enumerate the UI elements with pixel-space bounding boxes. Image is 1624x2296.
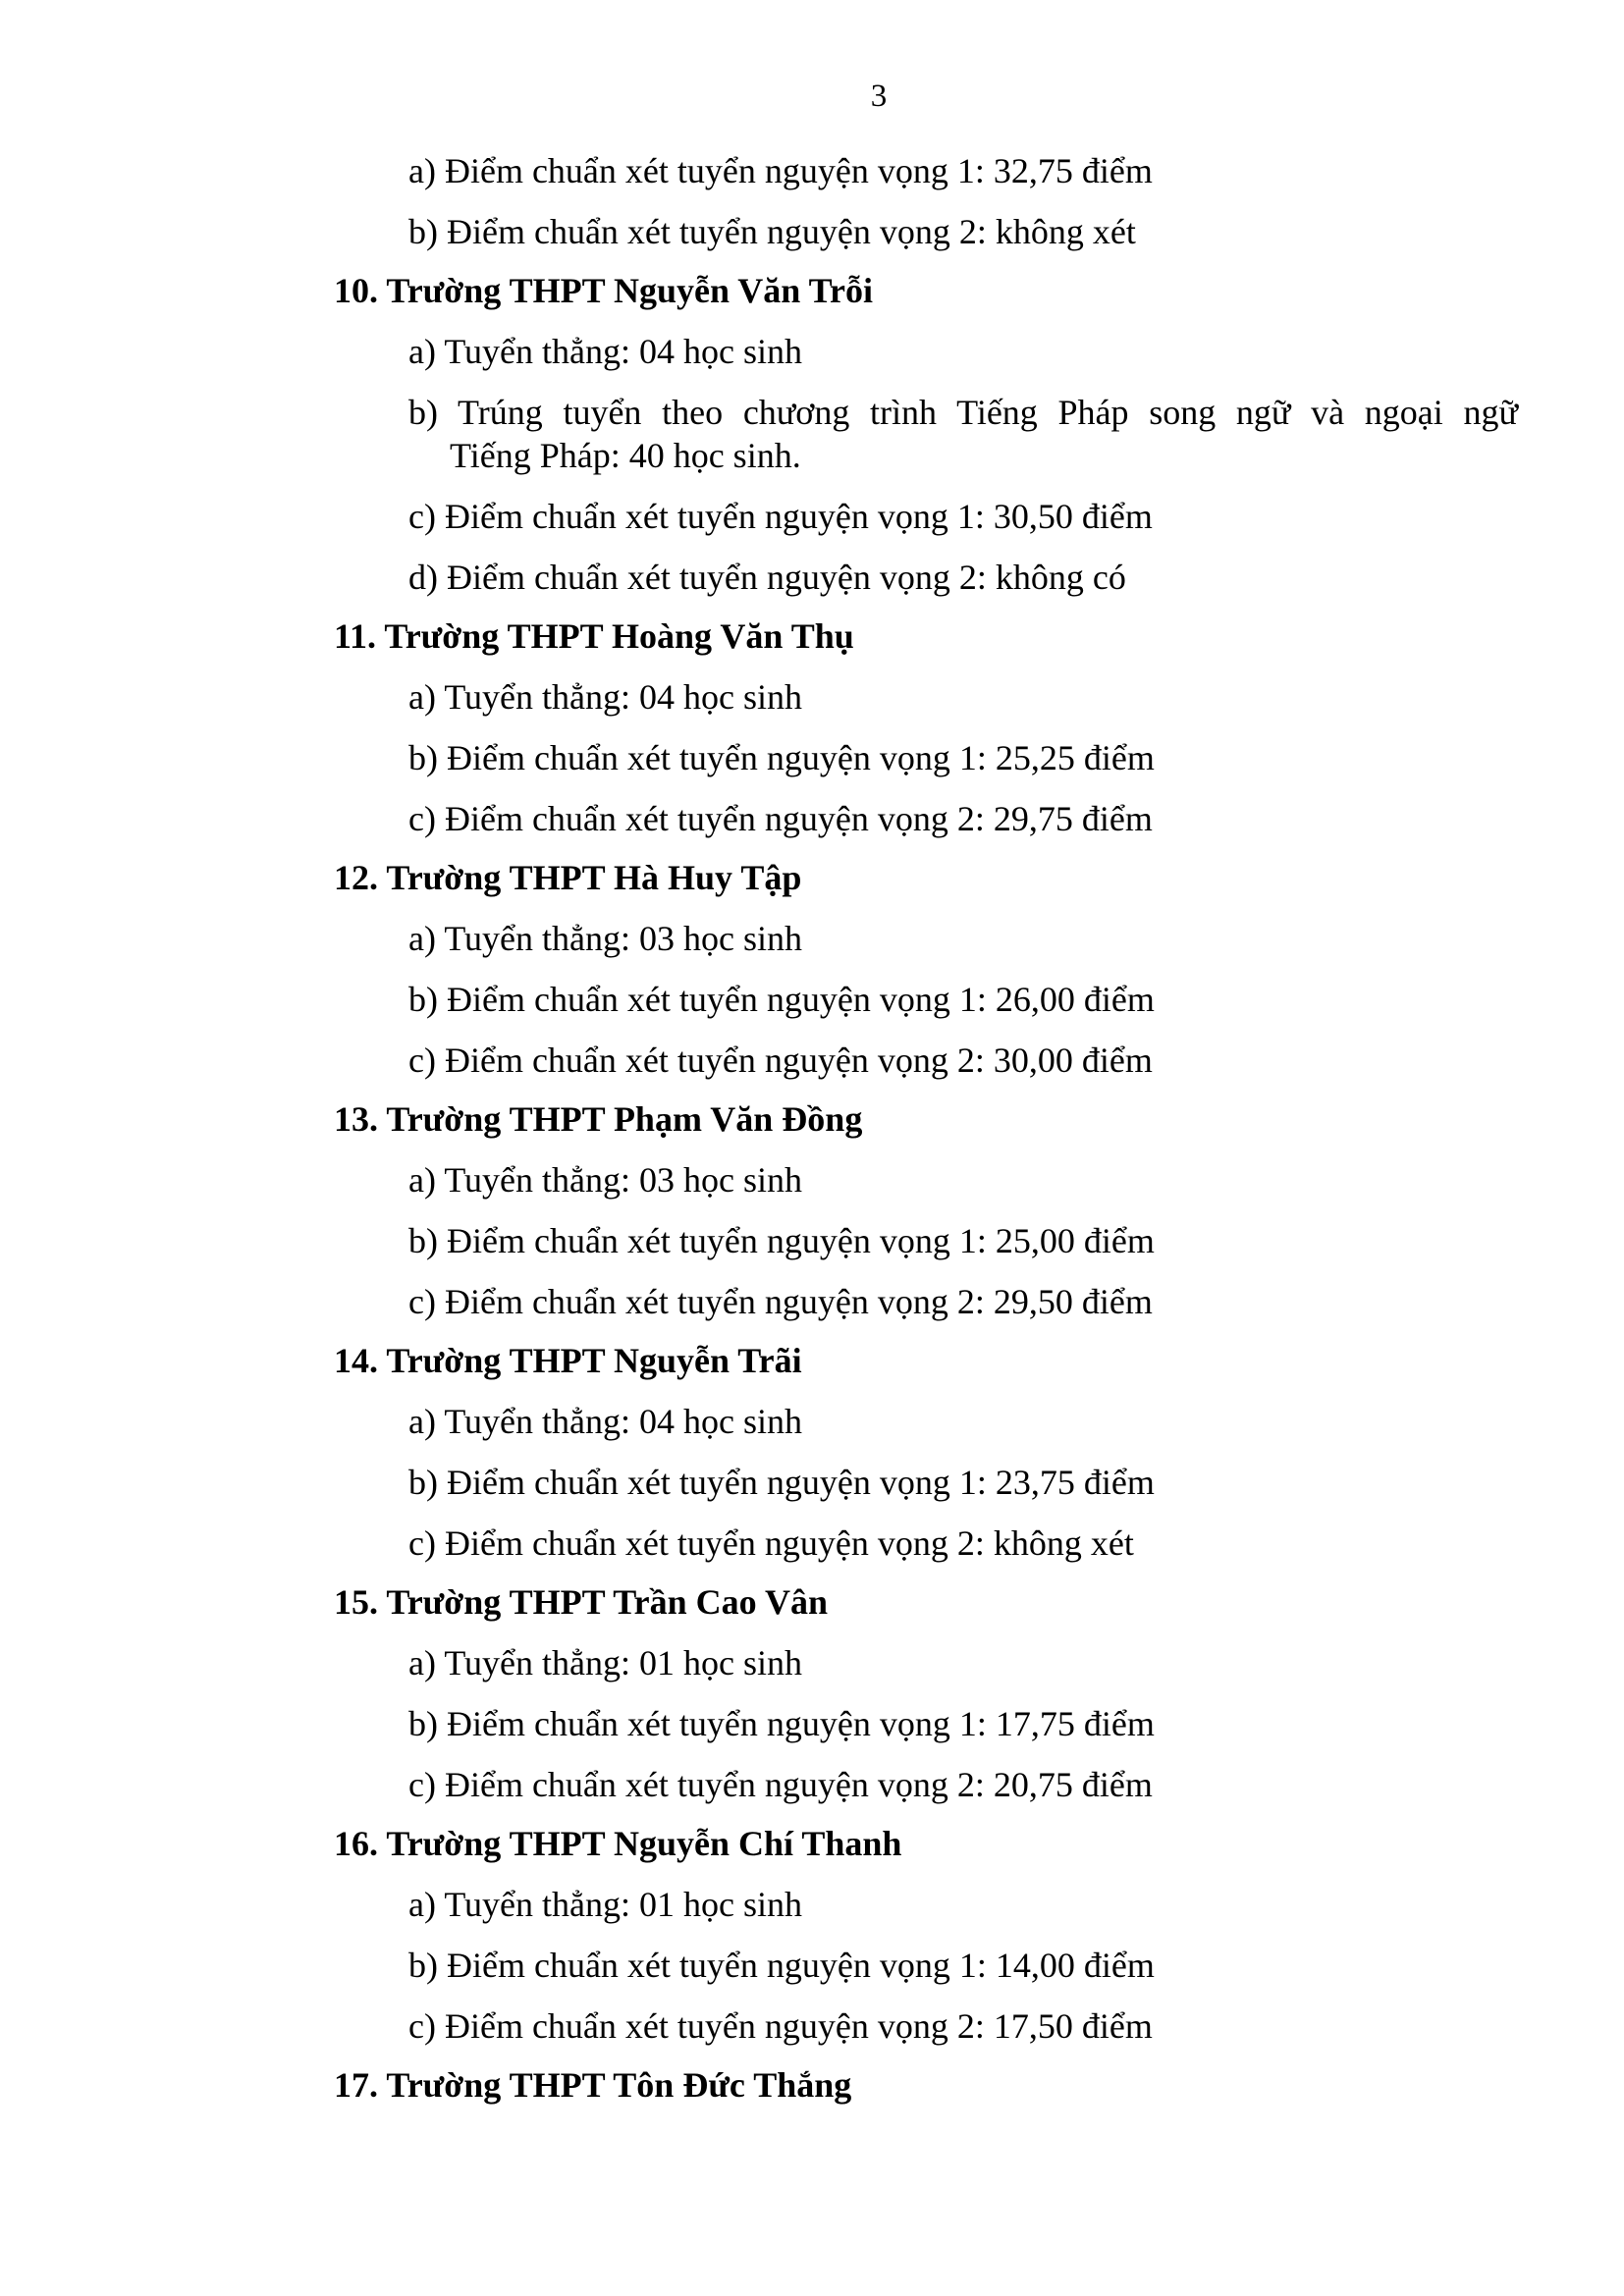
list-item: a) Tuyển thẳng: 03 học sinh	[408, 1160, 802, 1200]
school-heading: 12. Trường THPT Hà Huy Tập	[334, 858, 802, 897]
school-heading: 11. Trường THPT Hoàng Văn Thụ	[334, 616, 854, 656]
list-item: c) Điểm chuẩn xét tuyển nguyện vọng 2: 17,50 điểm	[408, 2006, 1153, 2046]
list-item: b) Điểm chuẩn xét tuyển nguyện vọng 1: 25,00 điểm	[408, 1221, 1155, 1260]
list-item: c) Điểm chuẩn xét tuyển nguyện vọng 2: không xét	[408, 1523, 1134, 1563]
page-number: 3	[870, 79, 888, 114]
school-heading: 15. Trường THPT Trần Cao Vân	[334, 1582, 828, 1622]
list-item: a) Điểm chuẩn xét tuyển nguyện vọng 1: 32,75 điểm	[408, 151, 1153, 190]
school-heading: 13. Trường THPT Phạm Văn Đồng	[334, 1099, 863, 1139]
list-item: a) Tuyển thẳng: 01 học sinh	[408, 1643, 802, 1682]
list-item: c) Điểm chuẩn xét tuyển nguyện vọng 2: 29,50 điểm	[408, 1282, 1153, 1321]
list-item: b) Điểm chuẩn xét tuyển nguyện vọng 2: không xét	[408, 212, 1136, 251]
list-item: a) Tuyển thẳng: 04 học sinh	[408, 677, 802, 717]
list-item: b) Điểm chuẩn xét tuyển nguyện vọng 1: 17,75 điểm	[408, 1704, 1155, 1743]
list-item: c) Điểm chuẩn xét tuyển nguyện vọng 2: 30,00 điểm	[408, 1041, 1153, 1080]
list-item: d) Điểm chuẩn xét tuyển nguyện vọng 2: không có	[408, 558, 1126, 597]
list-item: c) Điểm chuẩn xét tuyển nguyện vọng 2: 29,75 điểm	[408, 799, 1153, 838]
list-item: b) Điểm chuẩn xét tuyển nguyện vọng 1: 25,25 điểm	[408, 738, 1155, 777]
list-item: b) Trúng tuyển theo chương trình Tiếng Pháp song ngữ và ngoại ngữ	[408, 393, 1518, 432]
school-heading: 16. Trường THPT Nguyễn Chí Thanh	[334, 1824, 902, 1863]
list-item: a) Tuyển thẳng: 04 học sinh	[408, 332, 802, 371]
list-item: b) Điểm chuẩn xét tuyển nguyện vọng 1: 23,75 điểm	[408, 1463, 1155, 1502]
list-item: Tiếng Pháp: 40 học sinh.	[450, 436, 801, 475]
list-item: b) Điểm chuẩn xét tuyển nguyện vọng 1: 14,00 điểm	[408, 1946, 1155, 1985]
list-item: c) Điểm chuẩn xét tuyển nguyện vọng 2: 20,75 điểm	[408, 1765, 1153, 1804]
list-item: a) Tuyển thẳng: 04 học sinh	[408, 1402, 802, 1441]
school-heading: 17. Trường THPT Tôn Đức Thắng	[334, 2065, 852, 2105]
list-item: a) Tuyển thẳng: 03 học sinh	[408, 919, 802, 958]
school-heading: 10. Trường THPT Nguyễn Văn Trỗi	[334, 271, 873, 310]
school-heading: 14. Trường THPT Nguyễn Trãi	[334, 1341, 802, 1380]
list-item: a) Tuyển thẳng: 01 học sinh	[408, 1885, 802, 1924]
list-item: b) Điểm chuẩn xét tuyển nguyện vọng 1: 26,00 điểm	[408, 980, 1155, 1019]
list-item: c) Điểm chuẩn xét tuyển nguyện vọng 1: 30,50 điểm	[408, 497, 1153, 536]
